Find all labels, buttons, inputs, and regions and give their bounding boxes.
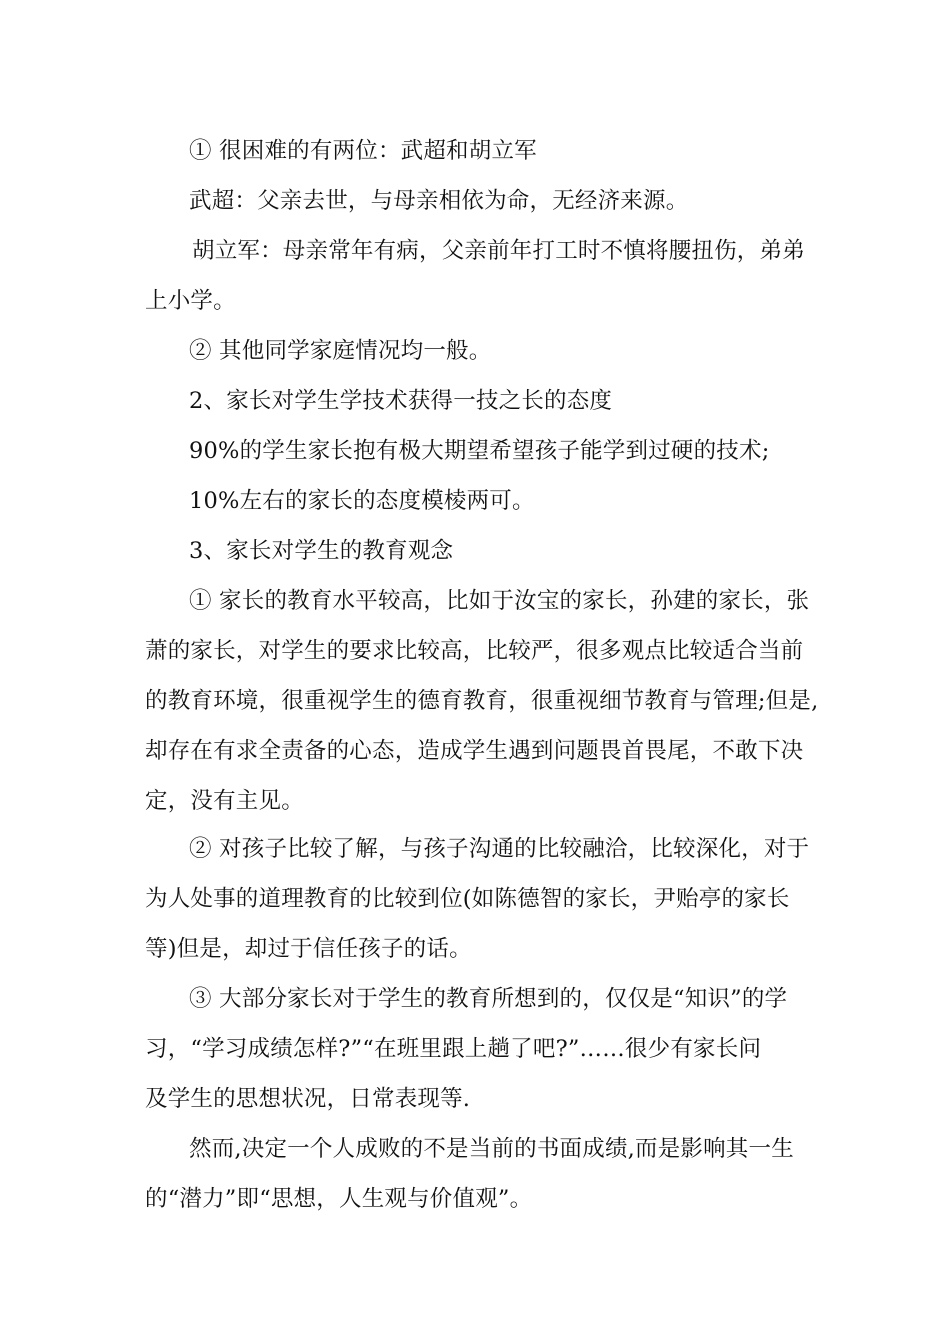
text-line: 习，“学习成绩怎样?”“在班里跟上趟了吧?”……很少有家长问 [145,1036,762,1062]
text-line: ① 很困难的有两位：武超和胡立军 [189,138,537,164]
text-line: ② 其他同学家庭情况均一般。 [189,338,492,364]
text-line: 上小学。 [145,288,236,314]
text-line: 10%左右的家长的态度模棱两可。 [189,488,535,514]
text-line: 为人处事的道理教育的比较到位(如陈德智的家长，尹贻亭的家长 [145,886,790,912]
text-line: 及学生的思想状况，日常表现等. [145,1086,471,1112]
text-line: ② 对孩子比较了解，与孩子沟通的比较融洽，比较深化，对于 [189,836,810,862]
text-line: 却存在有求全责备的心态，造成学生遇到问题畏首畏尾，不敢下决 [145,738,804,764]
text-line: ① 家长的教育水平较高，比如于汝宝的家长，孙建的家长，张 [189,588,810,614]
text-line: 胡立军：母亲常年有病，父亲前年打工时不慎将腰扭伤，弟弟 [192,238,805,264]
text-line: 90%的学生家长抱有极大期望希望孩子能学到过硬的技术; [189,438,770,464]
text-line: 3、家长对学生的教育观念 [189,538,454,564]
text-line: 2、家长对学生学技术获得一技之长的态度 [189,388,613,414]
text-line: 等)但是，却过于信任孩子的话。 [145,936,472,962]
text-line: 然而,决定一个人成败的不是当前的书面成绩,而是影响其一生 [189,1136,794,1162]
text-line: 定，没有主见。 [145,788,304,814]
text-line: 的“潜力”即“思想，人生观与价值观”。 [145,1186,533,1212]
text-line: 武超：父亲去世，与母亲相依为命，无经济来源。 [189,188,689,214]
text-line: ③ 大部分家长对于学生的教育所想到的，仅仅是“知识”的学 [189,986,788,1012]
text-line: 的教育环境，很重视学生的德育教育，很重视细节教育与管理;但是, [145,688,819,714]
text-line: 萧的家长，对学生的要求比较高，比较严，很多观点比较适合当前 [145,638,804,664]
